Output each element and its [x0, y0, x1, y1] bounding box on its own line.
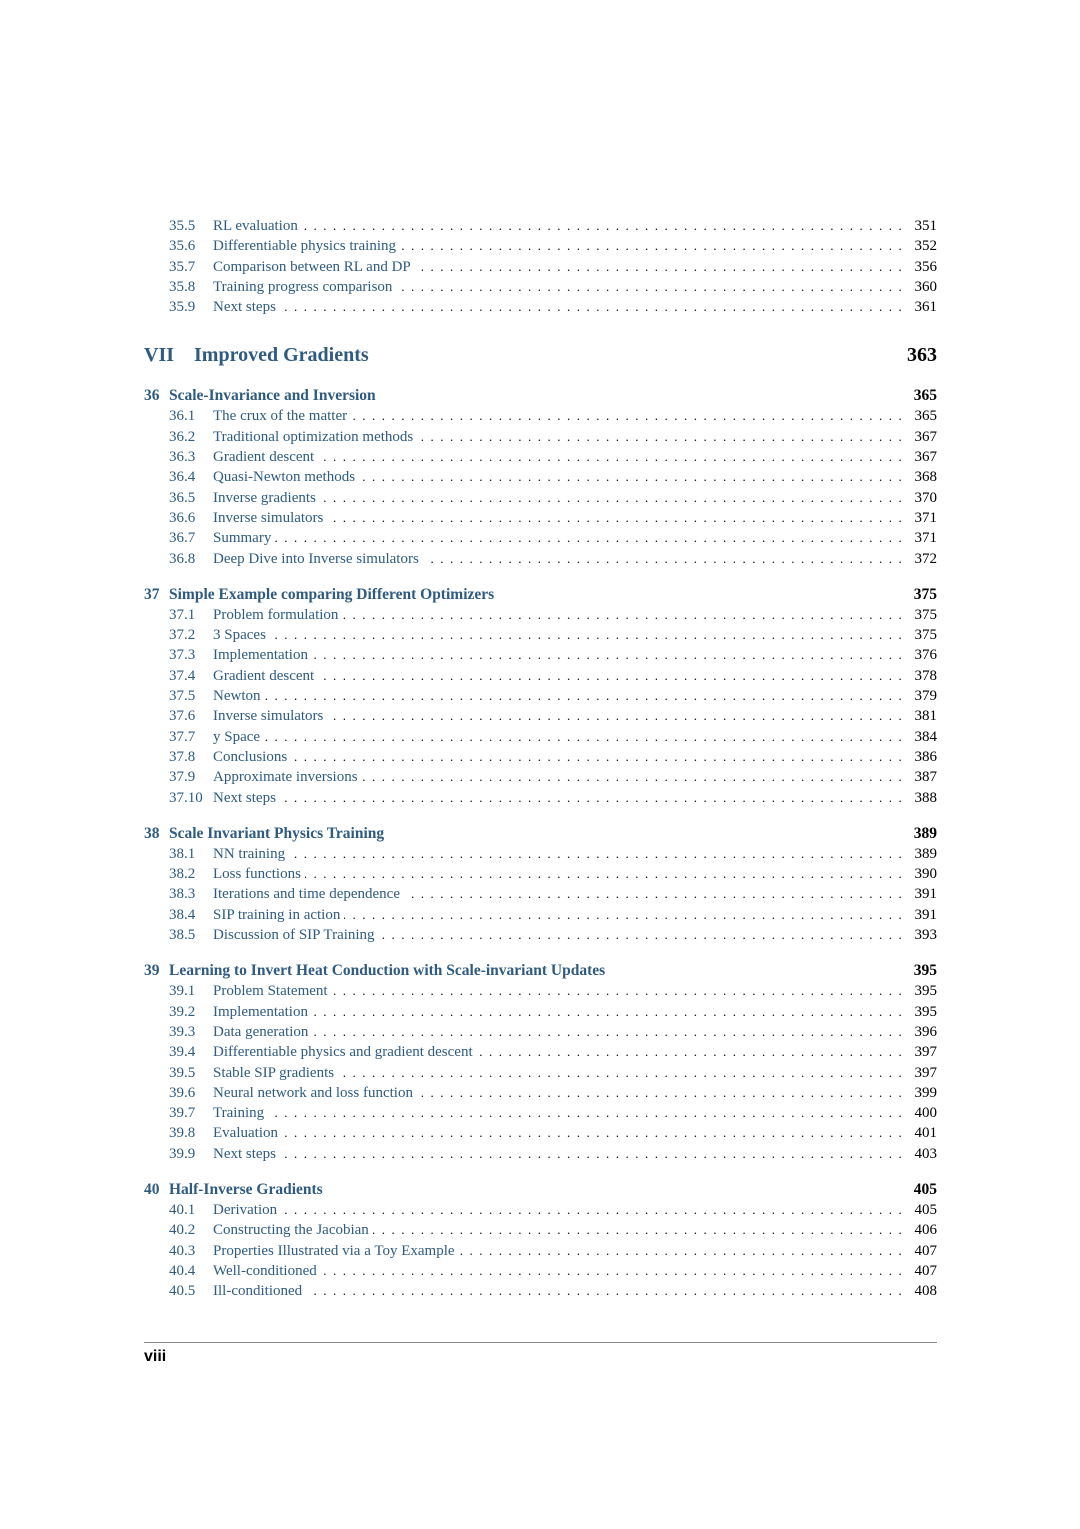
section-number: 35.8	[169, 278, 196, 295]
table-of-contents	[144, 216, 937, 1301]
toc-section-entry[interactable]	[144, 216, 937, 236]
section-title-link[interactable]: Gradient descent	[213, 449, 315, 466]
section-page-number: 386	[914, 748, 937, 765]
section-number: 37.3	[169, 647, 196, 664]
dot-leader	[280, 788, 905, 808]
dot-leader	[373, 1220, 905, 1240]
section-number: 37.1	[169, 606, 196, 623]
chapter-page-number: 365	[913, 387, 937, 405]
chapter-block	[144, 961, 937, 1164]
section-title-link[interactable]: Next steps	[213, 1145, 276, 1162]
section-title-link[interactable]: Constructing the Jacobian	[213, 1222, 369, 1239]
toc-section-entry[interactable]	[144, 1281, 937, 1301]
section-page-number: 371	[914, 509, 937, 526]
chapter-title-link[interactable]: Half-Inverse Gradients	[169, 1180, 323, 1198]
toc-section-entry[interactable]	[144, 406, 937, 426]
section-title-link[interactable]: Iterations and time dependence	[213, 886, 401, 903]
dot-leader	[344, 905, 905, 925]
section-number: 37.8	[169, 748, 196, 765]
dot-leader	[359, 467, 905, 487]
chapter-block	[144, 1180, 937, 1301]
footer-divider	[144, 1342, 937, 1343]
dot-leader	[327, 508, 905, 528]
dot-leader	[312, 1002, 905, 1022]
dot-leader	[302, 216, 905, 236]
section-number: 36.1	[169, 408, 196, 425]
section-title-link[interactable]: Conclusions	[213, 748, 288, 765]
section-page-number: 401	[914, 1125, 937, 1142]
section-page-number: 370	[914, 489, 937, 506]
section-title-link[interactable]: The crux of the matter	[213, 408, 348, 425]
section-title-link[interactable]: Next steps	[213, 789, 276, 806]
section-page-number: 378	[914, 667, 937, 684]
section-number: 37.2	[169, 627, 196, 644]
section-page-number: 393	[914, 927, 937, 944]
section-page-number: 407	[914, 1242, 937, 1259]
section-number: 39.9	[169, 1145, 196, 1162]
section-title-link[interactable]: Inverse gradients	[213, 489, 316, 506]
chapter-heading[interactable]	[144, 386, 937, 406]
chapter-heading[interactable]	[144, 961, 937, 981]
toc-section-entry[interactable]	[144, 981, 937, 1001]
section-title-link[interactable]: Properties Illustrated via a Toy Example	[213, 1242, 455, 1259]
section-page-number: 371	[914, 530, 937, 547]
dot-leader	[332, 981, 905, 1001]
section-page-number: 352	[914, 238, 937, 255]
toc-section-entry[interactable]	[144, 864, 937, 884]
section-number: 38.1	[169, 845, 196, 862]
dot-leader	[459, 1241, 905, 1261]
section-title-link[interactable]: Data generation	[213, 1023, 309, 1040]
section-page-number: 367	[914, 449, 937, 466]
section-number: 40.3	[169, 1242, 196, 1259]
section-number: 35.7	[169, 258, 196, 275]
dot-leader	[318, 447, 905, 467]
section-title-link[interactable]: Inverse simulators	[213, 708, 324, 725]
toc-section-entry[interactable]	[144, 884, 937, 904]
section-page-number: 375	[914, 606, 937, 623]
chapter-number: 36	[144, 387, 160, 405]
section-title-link[interactable]: Discussion of SIP Training	[213, 927, 375, 944]
dot-leader	[282, 1123, 905, 1143]
part-title: Improved Gradients	[194, 344, 369, 367]
section-number: 39.3	[169, 1023, 196, 1040]
section-number: 36.8	[169, 550, 196, 567]
section-page-number: 368	[914, 469, 937, 486]
section-number: 38.5	[169, 927, 196, 944]
toc-section-entry[interactable]	[144, 1022, 937, 1042]
dot-leader	[270, 625, 905, 645]
dot-leader	[477, 1042, 905, 1062]
section-number: 35.9	[169, 299, 196, 316]
dot-leader	[318, 666, 905, 686]
dot-leader	[312, 645, 905, 665]
chapter-heading[interactable]	[144, 824, 937, 844]
section-number: 36.3	[169, 449, 196, 466]
chapter-heading[interactable]	[144, 585, 937, 605]
section-page-number: 395	[914, 1003, 937, 1020]
section-page-number: 399	[914, 1084, 937, 1101]
section-page-number: 367	[914, 428, 937, 445]
toc-section-entry[interactable]	[144, 1144, 937, 1164]
section-number: 40.2	[169, 1222, 196, 1239]
dot-leader	[396, 277, 905, 297]
section-title-link[interactable]: RL evaluation	[213, 218, 298, 234]
chapter-number: 40	[144, 1180, 160, 1198]
section-number: 37.10	[169, 789, 203, 806]
section-number: 40.4	[169, 1262, 196, 1279]
section-page-number: 365	[914, 408, 937, 425]
section-title-link[interactable]: Differentiable physics training	[213, 238, 397, 255]
section-number: 36.2	[169, 428, 196, 445]
part-number: VII	[144, 344, 175, 367]
section-title-link[interactable]: Training	[213, 1105, 265, 1122]
section-page-number: 389	[914, 845, 937, 862]
dot-leader	[351, 406, 905, 426]
section-number: 38.2	[169, 866, 196, 883]
chapter-block	[144, 585, 937, 808]
section-page-number: 384	[914, 728, 937, 745]
toc-section-entry[interactable]	[144, 1200, 937, 1220]
section-page-number: 387	[914, 769, 937, 786]
dot-leader	[379, 925, 905, 945]
toc-section-entry[interactable]	[144, 1123, 937, 1143]
section-title-link[interactable]: Derivation	[213, 1201, 278, 1218]
section-title-link[interactable]: Newton	[213, 688, 261, 705]
section-number: 36.7	[169, 530, 196, 547]
section-page-number: 403	[914, 1145, 937, 1162]
toc-section-entry[interactable]	[144, 467, 937, 487]
section-number: 40.5	[169, 1283, 196, 1300]
chapter-block	[144, 824, 937, 945]
dot-leader	[280, 297, 905, 317]
section-title-link[interactable]: 3 Spaces	[213, 627, 266, 644]
section-page-number: 397	[914, 1064, 937, 1081]
dot-leader	[338, 1063, 905, 1083]
section-page-number: 408	[914, 1283, 937, 1300]
section-number: 39.1	[169, 983, 196, 1000]
toc-section-entry[interactable]	[144, 844, 937, 864]
chapter-heading[interactable]	[144, 1180, 937, 1200]
dot-leader	[268, 1103, 905, 1123]
section-page-number: 396	[914, 1023, 937, 1040]
section-number: 35.6	[169, 238, 196, 255]
dot-leader	[423, 549, 905, 569]
section-title-link[interactable]: Evaluation	[213, 1125, 278, 1142]
section-number: 39.8	[169, 1125, 196, 1142]
section-page-number: 375	[914, 627, 937, 644]
section-number: 39.6	[169, 1084, 196, 1101]
section-page-number: 379	[914, 688, 937, 705]
chapter-number: 39	[144, 962, 160, 980]
toc-section-entry[interactable]	[144, 236, 937, 256]
section-title-link[interactable]: Stable SIP gradients	[213, 1064, 335, 1081]
section-number: 37.9	[169, 769, 196, 786]
section-number: 39.7	[169, 1105, 196, 1122]
section-title-link[interactable]: Loss functions	[213, 866, 301, 883]
part-heading[interactable]	[144, 344, 937, 374]
toc-section-entry[interactable]	[144, 1220, 937, 1240]
toc-section-entry[interactable]	[144, 905, 937, 925]
toc-section-entry[interactable]	[144, 549, 937, 569]
toc-section-entry[interactable]	[144, 427, 937, 447]
section-title-link[interactable]: Traditional optimization methods	[213, 428, 414, 445]
toc-section-entry[interactable]	[144, 1063, 937, 1083]
section-page-number: 381	[914, 708, 937, 725]
dot-leader	[289, 844, 905, 864]
toc-section-entry[interactable]	[144, 1042, 937, 1062]
toc-section-entry[interactable]	[144, 1002, 937, 1022]
section-page-number: 388	[914, 789, 937, 806]
toc-section-entry[interactable]	[144, 277, 937, 297]
section-number: 36.6	[169, 509, 196, 526]
section-title-link[interactable]: Training progress comparison	[213, 278, 393, 295]
chapter-title-link[interactable]: Scale-Invariance and Inversion	[169, 387, 376, 405]
toc-section-entry[interactable]	[144, 1083, 937, 1103]
section-number: 37.5	[169, 688, 196, 705]
toc-section-entry[interactable]	[144, 747, 937, 767]
section-page-number: 391	[914, 906, 937, 923]
dot-leader	[291, 747, 905, 767]
chapter-page-number: 389	[913, 824, 937, 842]
part-page-number: 363	[907, 344, 937, 367]
dot-leader	[400, 236, 905, 256]
section-title-link[interactable]: Differentiable physics and gradient descent	[213, 1044, 473, 1061]
toc-section-entry[interactable]	[144, 727, 937, 747]
section-page-number: 407	[914, 1262, 937, 1279]
toc-section-entry[interactable]	[144, 257, 937, 277]
section-title-link[interactable]: Problem Statement	[213, 983, 328, 1000]
section-title-link[interactable]: Ill-conditioned	[213, 1283, 303, 1300]
dot-leader	[275, 528, 905, 548]
section-number: 35.5	[169, 218, 196, 234]
dot-leader	[281, 1200, 905, 1220]
section-title-link[interactable]: Next steps	[213, 299, 276, 316]
chapter-block	[144, 386, 937, 568]
section-number: 38.4	[169, 906, 196, 923]
chapter-page-number: 395	[913, 962, 937, 980]
dot-leader	[280, 1144, 905, 1164]
section-title-link[interactable]: SIP training in action	[213, 906, 341, 923]
section-number: 38.3	[169, 886, 196, 903]
section-number: 37.6	[169, 708, 196, 725]
toc-section-entry[interactable]	[144, 788, 937, 808]
dot-leader	[342, 605, 905, 625]
section-title-link[interactable]: Problem formulation	[213, 606, 339, 623]
section-title-link[interactable]: Quasi-Newton methods	[213, 469, 356, 486]
chapter-page-number: 405	[913, 1180, 937, 1198]
chapter-number: 37	[144, 585, 160, 603]
toc-section-entry[interactable]	[144, 645, 937, 665]
toc-section-entry[interactable]	[144, 767, 937, 787]
section-title-link[interactable]: Neural network and loss function	[213, 1084, 413, 1101]
chapter-page-number: 375	[913, 585, 937, 603]
section-number: 36.4	[169, 469, 196, 486]
section-title-link[interactable]: Summary	[213, 530, 272, 547]
section-page-number: 351	[914, 218, 937, 234]
toc-section-entry[interactable]	[144, 508, 937, 528]
dot-leader	[362, 767, 905, 787]
section-page-number: 400	[914, 1105, 937, 1122]
section-page-number: 405	[914, 1201, 937, 1218]
section-title-link[interactable]: NN training	[213, 845, 286, 862]
section-number: 36.5	[169, 489, 196, 506]
section-number: 39.4	[169, 1044, 196, 1061]
dot-leader	[417, 1083, 905, 1103]
dot-leader	[320, 488, 905, 508]
section-page-number: 361	[914, 299, 937, 316]
toc-section-entry[interactable]	[144, 686, 937, 706]
chapter-number: 38	[144, 824, 160, 842]
dot-leader	[417, 427, 905, 447]
section-page-number: 376	[914, 647, 937, 664]
section-page-number: 390	[914, 866, 937, 883]
toc-section-entry[interactable]	[144, 297, 937, 317]
toc-section-entry[interactable]	[144, 1103, 937, 1123]
section-title-link[interactable]: Deep Dive into Inverse simulators	[213, 550, 419, 567]
chapter-title-link[interactable]: Scale Invariant Physics Training	[169, 824, 385, 842]
section-page-number: 395	[914, 983, 937, 1000]
dot-leader	[404, 884, 905, 904]
chapter-title-link[interactable]: Learning to Invert Heat Conduction with Scale-invariant Updates	[169, 962, 606, 980]
previous-chapter-sections	[144, 216, 937, 317]
toc-section-entry[interactable]	[144, 706, 937, 726]
dot-leader	[327, 706, 905, 726]
toc-section-entry[interactable]	[144, 925, 937, 945]
section-page-number: 372	[914, 550, 937, 567]
section-number: 40.1	[169, 1201, 196, 1218]
footer-page-number: viii	[144, 1348, 167, 1365]
section-number: 39.2	[169, 1003, 196, 1020]
section-title-link[interactable]: Comparison between RL and DP	[213, 258, 411, 275]
dot-leader	[305, 864, 905, 884]
dot-leader	[265, 686, 906, 706]
section-title-link[interactable]: Implementation	[213, 647, 308, 664]
section-number: 39.5	[169, 1064, 196, 1081]
section-page-number: 397	[914, 1044, 937, 1061]
toc-section-entry[interactable]	[144, 1241, 937, 1261]
dot-leader	[321, 1261, 905, 1281]
section-number: 37.7	[169, 728, 196, 745]
section-title-link[interactable]: Approximate inversions	[213, 769, 358, 786]
toc-section-entry[interactable]	[144, 488, 937, 508]
section-title-link[interactable]: Gradient descent	[213, 667, 315, 684]
section-page-number: 406	[914, 1222, 937, 1239]
dot-leader	[312, 1022, 905, 1042]
section-title-link[interactable]: y Space	[213, 728, 261, 745]
section-title-link[interactable]: Well-conditioned	[213, 1262, 317, 1279]
dot-leader	[306, 1281, 905, 1301]
toc-section-entry[interactable]	[144, 605, 937, 625]
chapter-title-link[interactable]: Simple Example comparing Different Optimizers	[169, 585, 495, 603]
section-title-link[interactable]: Implementation	[213, 1003, 308, 1020]
chapter-list	[144, 386, 937, 1301]
toc-section-entry[interactable]	[144, 528, 937, 548]
dot-leader	[415, 257, 905, 277]
section-page-number: 391	[914, 886, 937, 903]
dot-leader	[264, 727, 905, 747]
section-page-number: 360	[914, 278, 937, 295]
toc-section-entry[interactable]	[144, 447, 937, 467]
section-number: 37.4	[169, 667, 196, 684]
section-page-number: 356	[914, 258, 937, 275]
toc-section-entry[interactable]	[144, 666, 937, 686]
toc-section-entry[interactable]	[144, 1261, 937, 1281]
section-title-link[interactable]: Inverse simulators	[213, 509, 324, 526]
toc-section-entry[interactable]	[144, 625, 937, 645]
